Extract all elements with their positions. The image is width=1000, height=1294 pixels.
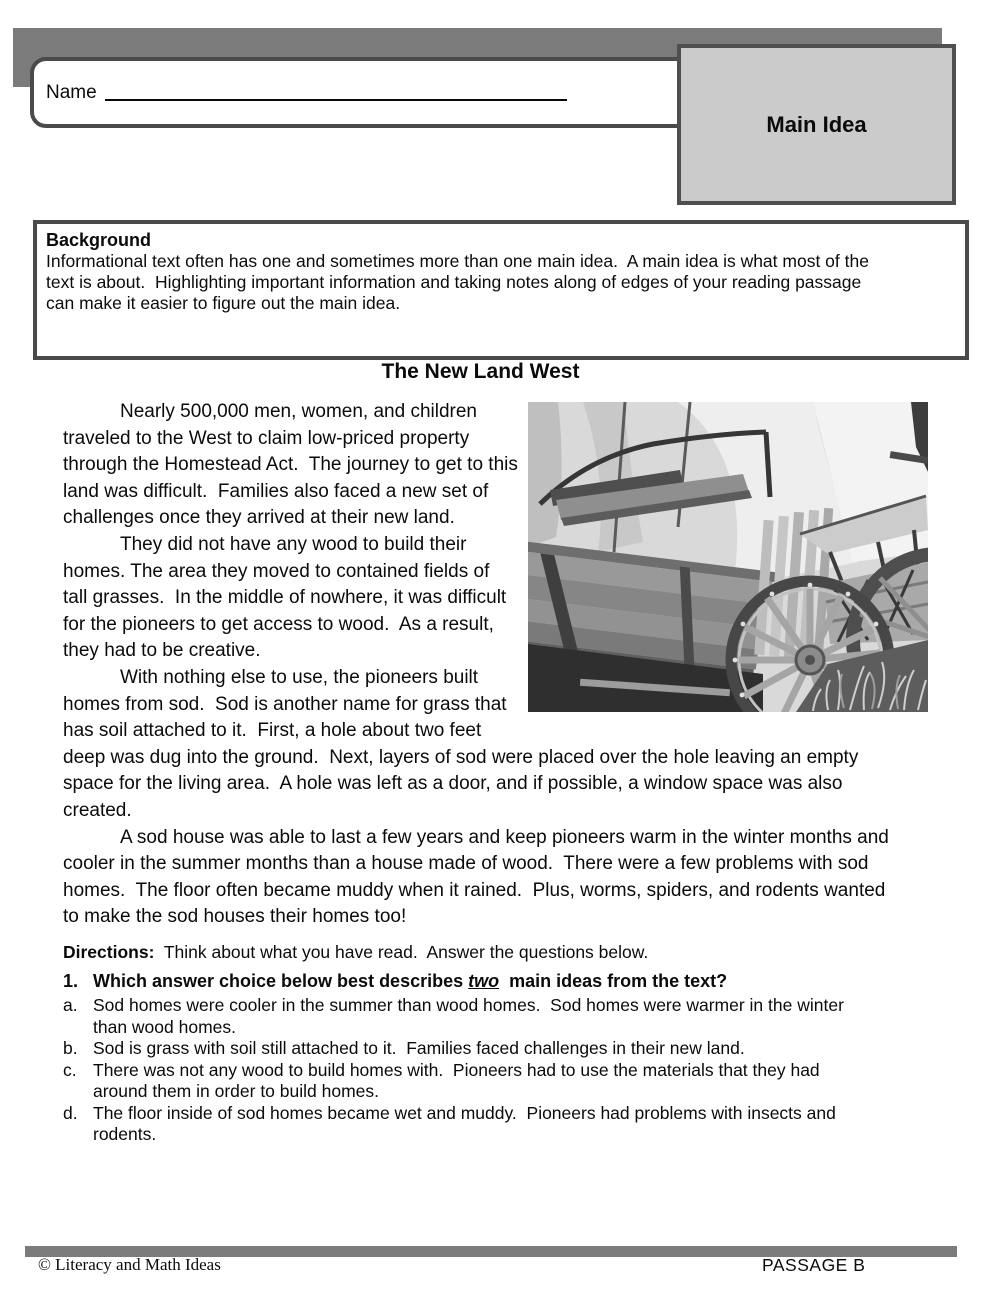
passage-paragraph-4: A sod house was able to last a few years and keep pioneers warm in the winter months and cooler in the summer months than a house made of wood. There were a few problems with sod homes. The floor often became muddy when it rained. Plus, worms, spiders, and rodents wanted to make the sod houses their homes too! [63,826,895,928]
background-box [33,220,969,360]
question-section [63,941,893,1146]
option-text: Sod homes were cooler in the summer than wood homes. Sod homes were warmer in the winter than wood homes. [93,995,849,1037]
background-title: Background [46,230,152,250]
option-text: Sod is grass with soil still attached to it. Families faced challenges in their new land. [93,1038,745,1058]
footer-passage-label: PASSAGE B [762,1255,866,1275]
question-1 [63,970,893,992]
answer-option-d[interactable] [63,1103,893,1146]
passage-title: The New Land West [381,360,580,383]
answer-option-c[interactable] [63,1060,893,1103]
directions-text: Think about what you have read. Answer the questions below. [154,942,649,962]
passage-paragraph-3: With nothing else to use, the pioneers built homes from sod. Sod is another name for grass that has soil attached to it. First, a hole about two feet deep was dug into the ground. Next, layers of sod were placed over the hole leaving an empty space for the living area. A hole was left as a door, and if possible, a window space was also created. [63,666,864,821]
directions-line [63,941,893,963]
directions-label: Directions: [63,942,155,962]
name-entry-line[interactable] [105,98,567,101]
answer-option-b[interactable] [63,1038,893,1060]
title-badge-label: Main Idea [766,111,867,137]
passage-paragraph-1: Nearly 500,000 men, women, and children traveled to the West to claim low-priced property through the Homestead Act. The journey to get to this land was difficult. Families also faced a new set of challenges once they arrived at their new land. [63,401,524,529]
name-label: Name [46,81,97,103]
option-letter: b. [63,1038,78,1058]
question-text: Which answer choice below best describes two main ideas from the text? [93,971,728,991]
answer-option-a[interactable] [63,995,893,1038]
covered-wagon-photo [528,402,928,712]
name-field-box [30,57,698,128]
option-letter: a. [63,995,78,1015]
option-text: There was not any wood to build homes with. Pioneers had to use the materials that they had around them in order to build homes. [93,1059,825,1101]
passage-paragraph-2: They did not have any wood to build their homes. The area they moved to contained fields of tall grasses. In the middle of nowhere, it was difficult for the pioneers to get access to wood. As a result, they had to be creative. [63,533,512,662]
option-letter: d. [63,1102,78,1123]
footer-copyright: © Literacy and Math Ideas [38,1255,221,1274]
covered-wagon-illustration [528,402,928,712]
background-body: Informational text often has one and sometimes more than one main idea. A main idea is what most of the text is about. Highlighting important information and taking notes along of edges of your reading passage can make it easier to figure out the main idea. [46,251,874,313]
reading-passage [63,360,928,931]
title-badge [677,44,956,205]
option-text: The floor inside of sod homes became wet and muddy. Pioneers had problems with insects and rodents. [93,1102,841,1144]
question-number: 1. [63,971,79,991]
option-letter: c. [63,1059,77,1080]
question-emphasis: two [468,971,500,991]
